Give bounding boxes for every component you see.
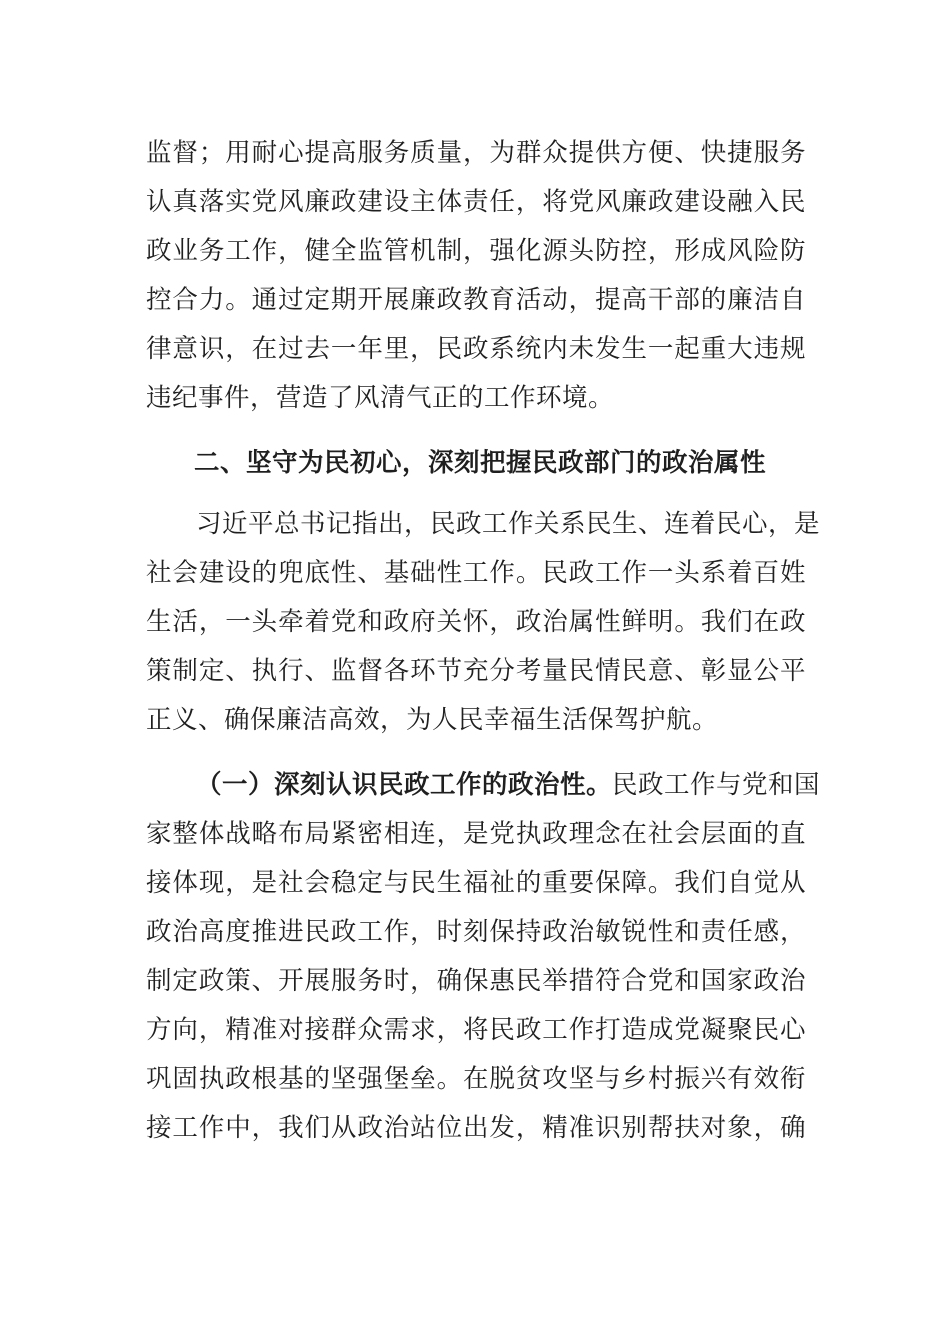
para1-line-1: 监督；用耐心提高服务质量，为群众提供方便、快捷服务 [146,138,806,168]
para3-line-1 [196,763,821,807]
para3-first-line-rest: 民政工作与党和国 [612,770,821,800]
para3-line-3: 接体现，是社会稳定与民生福祉的重要保障。我们自觉从 [146,868,806,898]
para3-line-4: 政治高度推进民政工作，时刻保持政治敏锐性和责任感， [146,917,806,947]
para3-bold-lead: （一）深刻认识民政工作的政治性。 [196,770,613,800]
para1-line-6: 违纪事件，营造了风清气正的工作环境。 [146,383,615,413]
para3-line-8: 接工作中，我们从政治站位出发，精准识别帮扶对象，确 [146,1113,806,1143]
para3-line-7: 巩固执政根基的坚强堡垒。在脱贫攻坚与乡村振兴有效衔 [146,1064,806,1094]
para3-line-6: 方向，精准对接群众需求，将民政工作打造成党凝聚民心 [146,1015,806,1045]
para2-line-4: 策制定、执行、监督各环节充分考量民情民意、彰显公平 [146,656,806,686]
para2-line-2: 社会建设的兜底性、基础性工作。民政工作一头系着百姓 [146,558,806,588]
para2-line-5: 正义、确保廉洁高效，为人民幸福生活保驾护航。 [146,705,719,735]
section-heading: 二、坚守为民初心，深刻把握民政部门的政治属性 [194,448,767,478]
para1-line-5: 律意识，在过去一年里，民政系统内未发生一起重大违规 [146,334,806,364]
para1-line-2: 认真落实党风廉政建设主体责任，将党风廉政建设融入民 [146,187,806,217]
para3-line-2: 家整体战略布局紧密相连，是党执政理念在社会层面的直 [146,819,806,849]
para1-line-3: 政业务工作，健全监管机制，强化源头防控，形成风险防 [146,236,806,266]
para2-line-3: 生活，一头牵着党和政府关怀，政治属性鲜明。我们在政 [146,607,806,637]
para2-line-1: 习近平总书记指出，民政工作关系民生、连着民心，是 [196,509,821,539]
para3-line-5: 制定政策、开展服务时，确保惠民举措符合党和国家政治 [146,966,806,996]
para1-line-4: 控合力。通过定期开展廉政教育活动，提高干部的廉洁自 [146,285,806,315]
